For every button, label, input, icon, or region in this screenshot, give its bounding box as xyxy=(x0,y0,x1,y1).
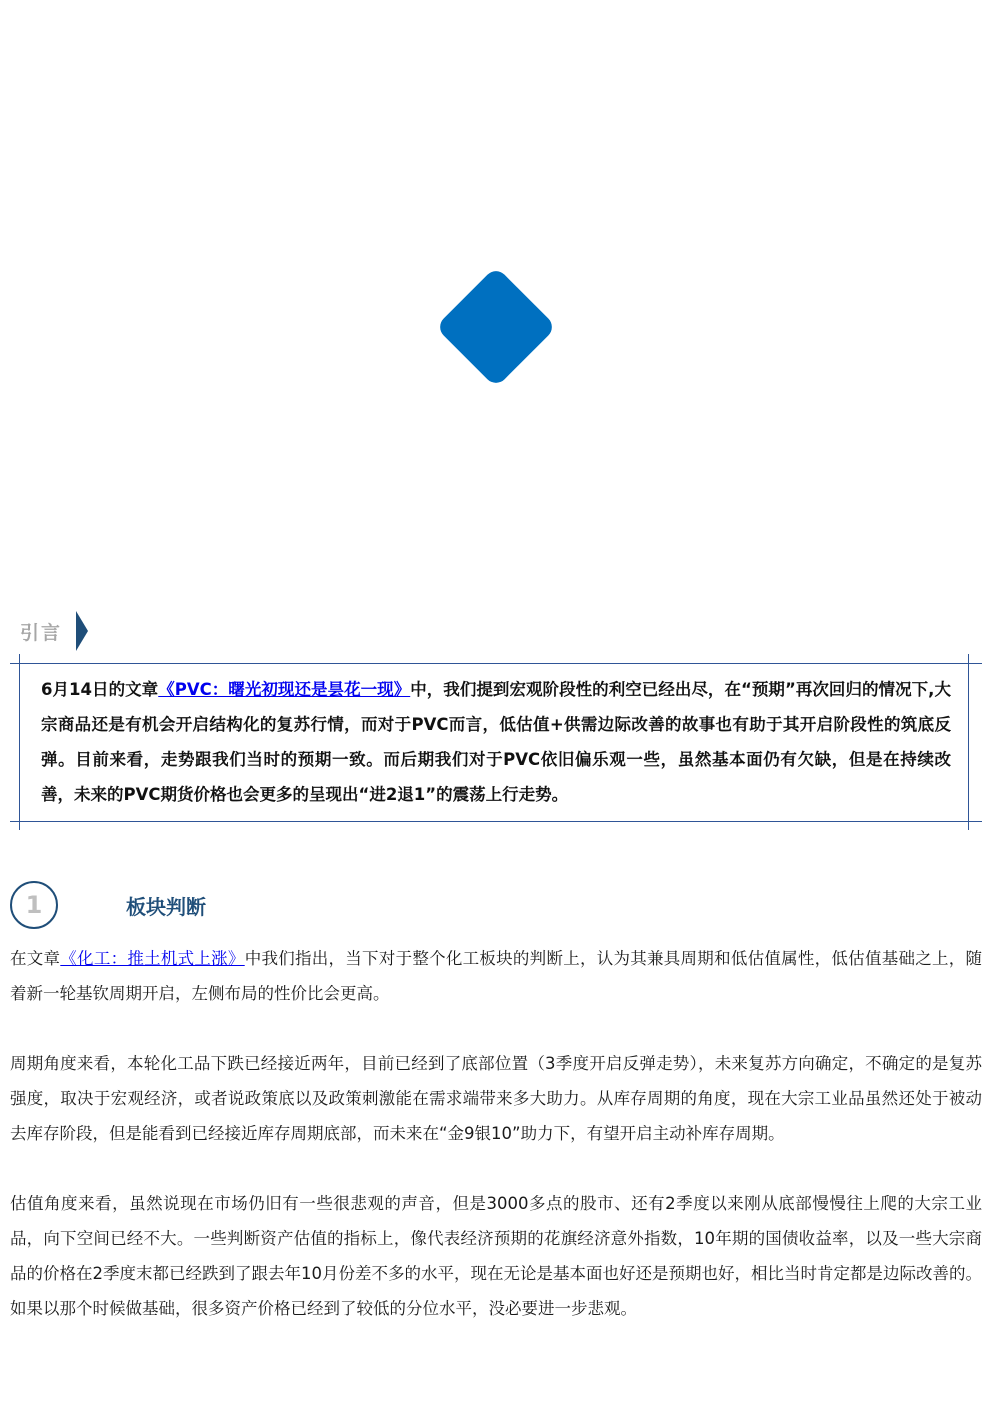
quote-text-after: 中，我们提到宏观阶段性的利空已经出尽，在“预期”再次回归的情况下,大宗商品还是有机会开启结构化的复苏行情，而对于PVC而言，低估值+供需边际改善的故事也有助于其开启阶段性的筑底反弹。目前来看，走势跟我们当时的预期一致。而后期我们对于PVC依旧偏乐观一些，虽然基本面仍有欠缺，但是在持续改善，未来的PVC期货价格也会更多的呈现出“进2退1”的震荡上行走势。 xyxy=(41,680,951,804)
quote-border-top xyxy=(10,663,982,664)
para1-text-before: 在文章 xyxy=(10,949,61,968)
quote-border-bottom xyxy=(10,821,982,822)
quote-text-before: 6月14日的文章 xyxy=(41,680,159,699)
paragraph-valuation-view: 估值角度来看，虽然说现在市场仍旧有一些很悲观的声音，但是3000多点的股市、还有2季度以来刚从底部慢慢往上爬的大宗工业品，向下空间已经不大。一些判断资产估值的指标上，像代表经济预期的花旗经济意外指数，10年期的国债收益率，以及一些大宗商品的价格在2季度末都已经跌到了跟去年10月份差不多的水平，现在无论是基本面也好还是预期也好，相比当时肯定都是边际改善的。如果以那个时候做基础，很多资产价格已经到了较低的分位水平，没必要进一步悲观。 xyxy=(10,1194,982,1318)
paragraph-cycle-view: 周期角度来看，本轮化工品下跌已经接近两年，目前已经到了底部位置（3季度开启反弹走势），未来复苏方向确定，不确定的是复苏强度，取决于宏观经济，或者说政策底以及政策刺激能在需求端带来多大助力。从库存周期的角度，现在大宗工业品虽然还处于被动去库存阶段，但是能看到已经接近库存周期底部，而未来在“金9银10”助力下，有望开启主动补库存周期。 xyxy=(10,1054,982,1143)
pvc-article-link[interactable]: 《PVC：曙光初现还是昙花一现》 xyxy=(158,680,411,699)
intro-label: 引言 xyxy=(20,621,63,644)
diamond-logo-icon xyxy=(425,256,567,398)
quote-border-right xyxy=(968,654,969,830)
chemical-article-link[interactable]: 《化工：推土机式上涨》 xyxy=(60,949,245,968)
chevron-right-icon xyxy=(76,611,88,651)
section-heading xyxy=(10,881,206,929)
quote-border-left xyxy=(19,654,20,830)
section-title: 板块判断 xyxy=(126,894,206,919)
paragraph-chemical-sector xyxy=(10,941,982,1011)
intro-heading xyxy=(20,612,88,650)
section-number-badge: 1 xyxy=(10,881,58,929)
para1-text-after: 中我们指出，当下对于整个化工板块的判断上，认为其兼具周期和低估值属性，低估值基础之上，随着新一轮基钦周期开启，左侧布局的性价比会更高。 xyxy=(10,949,983,1003)
intro-quote-text xyxy=(41,672,951,812)
intro-quote-box xyxy=(10,654,982,830)
